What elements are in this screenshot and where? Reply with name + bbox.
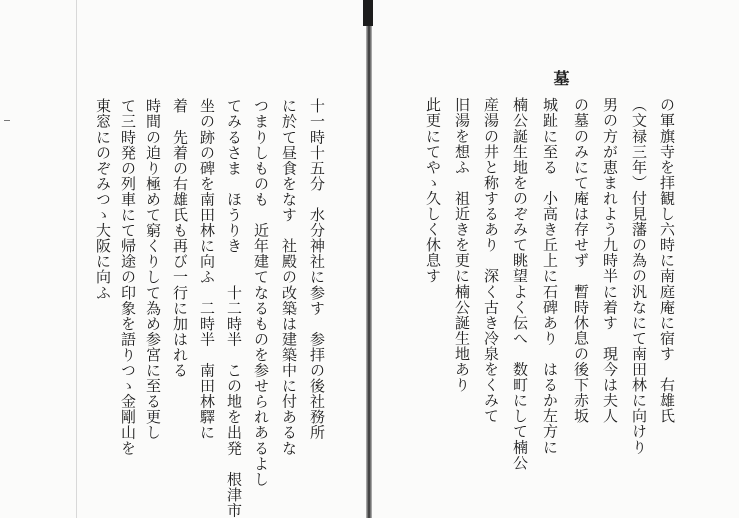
right-line-1: の軍旗寺を拝観し六時に南庭庵に宿す 右雄氏 [658,97,676,424]
section-heading: 墓 [551,70,570,86]
right-line-6: 楠公誕生地をのぞみて眺望よく伝へ 数町にして楠公 [511,97,529,471]
page-edge-shadow [76,0,77,518]
right-line-3: 男の方が恵まれよう九時半に着す 現今は夫人 [601,97,619,424]
book-gutter [366,0,372,518]
left-line-7: 時間の迫り極めて窮くりして為め参宮に至る更し [144,98,162,441]
left-line-4: てみるさま ほうりき 十二時半 この地を出発 根津市 [225,98,243,518]
left-line-3: つまりしものも 近年建てなるものを参せられあるよし [252,98,270,487]
left-line-6: 着 先着の右雄氏も再び一行に加はれる [171,98,189,378]
right-line-7: 産湯の井と称するあり 深く古き冷泉をくみて [482,97,500,424]
left-line-2: に於て昼食をなす 社殿の改築は建築中に付あるな [280,98,298,456]
right-line-9: 此更にてやゝ久しく休息す [424,97,442,284]
right-line-5: 城趾に至る 小高き丘上に石碑あり はるか左方に [541,97,559,455]
binding-clip [363,0,373,26]
margin-mark [4,120,10,121]
right-line-2: （文禄三年）付見藩の為の汎なにて南田林に向けり [630,97,648,455]
left-line-1: 十一時十五分 水分神社に参す 参拝の後社務所 [308,98,326,441]
left-line-9: 東窓にのぞみつゝ大阪に向ふ [94,98,112,301]
left-line-5: 坐の跡の碑を南田林に向ふ 二時半 南田林驛に [198,98,216,441]
left-line-8: て三時発の列車にて帰途の印象を語りつゝ金剛山を [119,98,137,456]
right-line-8: 旧湯を想ふ 祖近きを更に楠公誕生地あり [453,97,471,393]
right-line-4: の墓のみにて庵は存せず 暫時休息の後下赤坂 [572,97,590,424]
